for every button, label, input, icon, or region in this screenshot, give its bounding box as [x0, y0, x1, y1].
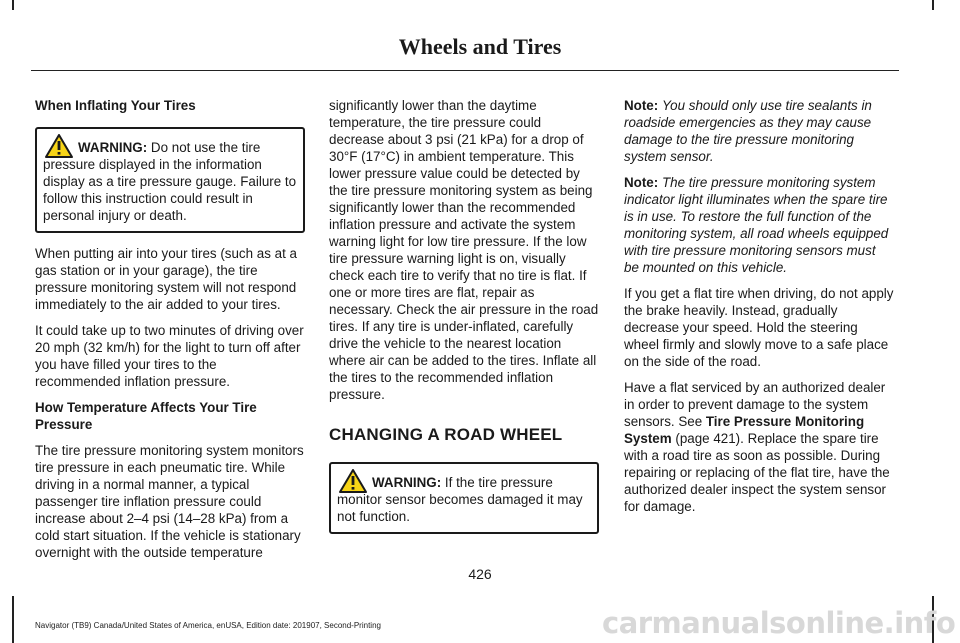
- warning-triangle-icon: [338, 468, 368, 494]
- tpms-reference-link[interactable]: Tire Pressure Monitoring System: [624, 414, 865, 446]
- paragraph: If you get a flat tire when driving, do not apply the brake heavily. Instead, gradually decrease your speed. Hold the steering wheel firmly and slowly move to a safe place on the side of the road.: [624, 286, 894, 369]
- column-1: [35, 97, 305, 570]
- page-title: Wheels and Tires: [398, 34, 562, 59]
- paragraph: It could take up to two minutes of driving over 20 mph (32 km/h) for the light to turn off after you have filled your tires to the recommended inflation pressure.: [35, 323, 304, 389]
- warning-label: WARNING:: [78, 140, 148, 155]
- warning-triangle-icon: [44, 133, 74, 159]
- crop-mark: [12, 0, 14, 10]
- paragraph: When putting air into your tires (such as at a gas station or in your garage), the tire pressure monitoring system will not respond immediately to the air added to your tires.: [35, 246, 297, 312]
- page-number: 426: [468, 566, 492, 582]
- crop-mark: [932, 0, 934, 10]
- note-label: Note:: [624, 175, 659, 190]
- paragraph: significantly lower than the daytime temperature, the tire pressure could decrease about 3 psi (21 kPa) for a drop of 30°F (17°C) in ambient temperature. This lower pressure value could be detected by the tire pressure monitoring system as being significantly lower than the recommended inflation pressure and activate the system warning light for low tire pressure. If the low tire pressure warning light is on, visually check each tire to verify that no tire is flat. If one or more tires are flat, repair as necessary. Check the air pressure in the road tires. If any tire is under-inflated, carefully drive the vehicle to the nearest location where air can be added to the tires. Inflate all the tires to the recommended inflation pressure.: [329, 98, 599, 402]
- column-2: [329, 97, 599, 546]
- header-divider: [31, 70, 899, 71]
- text: Have a flat serviced by an authorized dealer in order to prevent damage to the system sensors. See: [624, 380, 886, 429]
- warning-text: If the tire pressure monitor sensor becomes damaged it may not function.: [337, 475, 583, 524]
- section-title: CHANGING A ROAD WHEEL: [329, 425, 563, 444]
- watermark: carmanualsonline.info: [602, 606, 956, 640]
- paragraph-with-reference: [624, 379, 894, 515]
- note-text: You should only use tire sealants in roadside emergencies as they may cause damage to the tire pressure monitoring system sensor.: [624, 98, 872, 164]
- paragraph: The tire pressure monitoring system monitors tire pressure in each pneumatic tire. While driving in a normal manner, a typical passenger tire inflation pressure could increase about 2–4 psi (14–28 kPa) from a cold start situation. If the vehicle is stationary overnight with the outside temperature: [35, 443, 304, 560]
- note-text: The tire pressure monitoring system indicator light illuminates when the spare tire is in use. To restore the full function of the monitoring system, all road wheels equipped with tire pressure monitoring sensors must be mounted on this vehicle.: [624, 175, 889, 275]
- warning-box-1: [35, 127, 305, 233]
- warning-box-2: [329, 462, 599, 534]
- text: Replace the spare tire with a road tire as soon as possible. During repairing or replacing of the flat tire, have the authorized dealer inspect the system sensor for damage.: [624, 431, 890, 514]
- note-1: [624, 97, 894, 165]
- note-label: Note:: [624, 98, 659, 113]
- crop-mark: [12, 596, 14, 643]
- column-3: [624, 97, 894, 524]
- warning-label: WARNING:: [372, 475, 442, 490]
- note-2: [624, 174, 894, 276]
- page-reference: (page 421).: [671, 431, 744, 446]
- heading-temperature: How Temperature Affects Your Tire Pressure: [35, 400, 257, 432]
- warning-text: Do not use the tire pressure displayed in the information display as a tire pressure gauge. Failure to follow this instruction could result in personal injury or death.: [43, 140, 297, 223]
- footer-edition-text: Navigator (TB9) Canada/United States of America, enUSA, Edition date: 201907, Second-Printing: [35, 621, 381, 630]
- heading-inflating-tires: When Inflating Your Tires: [35, 98, 196, 113]
